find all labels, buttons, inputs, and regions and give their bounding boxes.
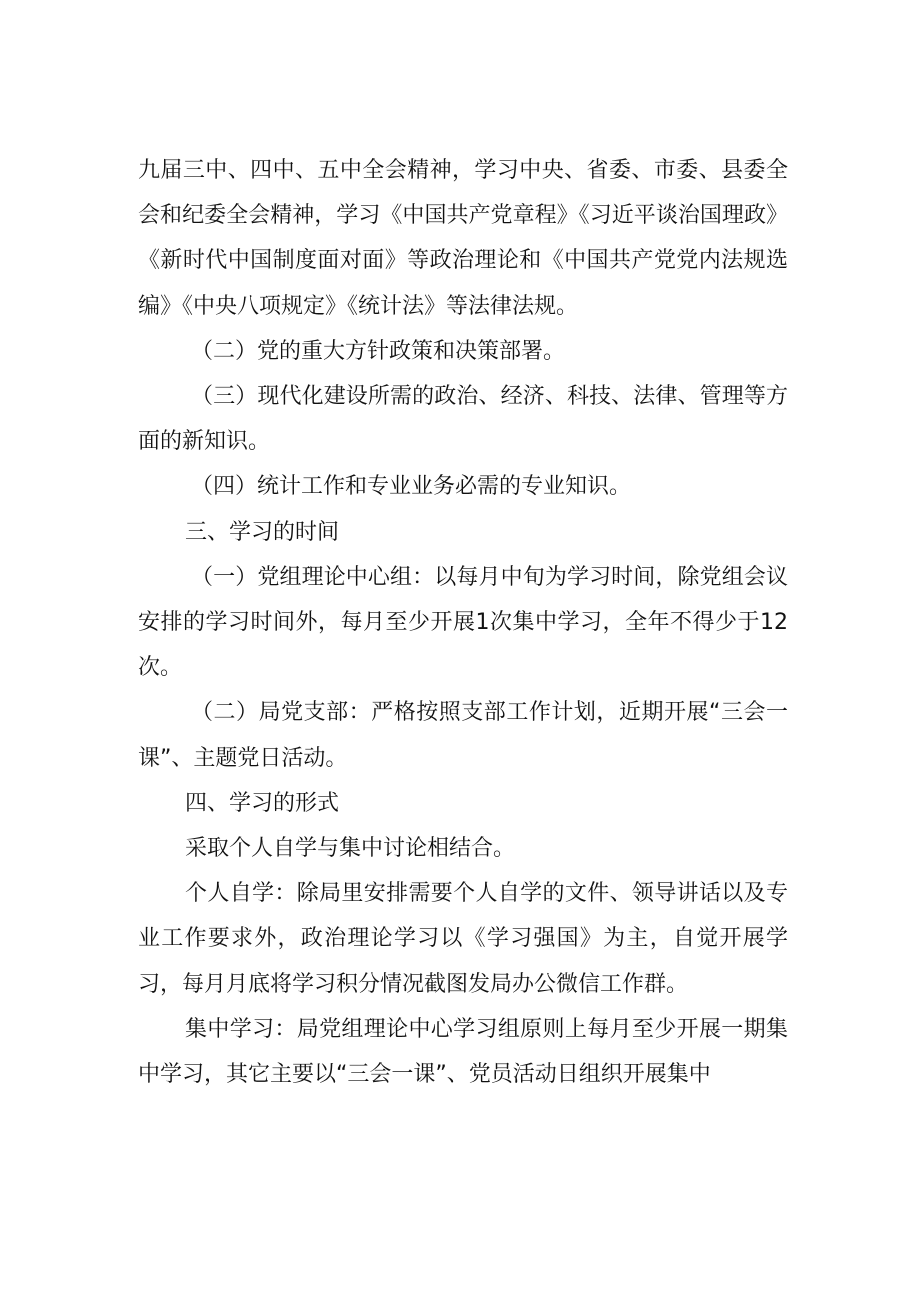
- paragraph-item-3-knowledge: （三）现代化建设所需的政治、经济、科技、法律、管理等方面的新知识。: [138, 384, 788, 455]
- paragraph-item-2-policies: （二）党的重大方针政策和决策部署。: [191, 338, 566, 364]
- section-heading-study-time: 三、学习的时间: [185, 519, 340, 545]
- paragraph-item-4-professional: （四）统计工作和专业业务必需的专业知识。: [191, 474, 632, 500]
- paragraph-form-summary: 采取个人自学与集中讨论相结合。: [185, 836, 516, 862]
- section-heading-study-form: 四、学习的形式: [185, 790, 340, 816]
- paragraph-time-party-group: （一）党组理论中心组：以每月中旬为学习时间，除党组会议安排的学习时间外，每月至少开展1次集中学习，全年不得少于12次。: [138, 564, 788, 681]
- paragraph-study-content-continued: 九届三中、四中、五中全会精神，学习中央、省委、市委、县委全会和纪委全会精神，学习《中国共产党章程》《习近平谈治国理政》《新时代中国制度面对面》等政治理论和《中国共产党党内法规选编》《中央八项规定》《统计法》等法律法规。: [138, 158, 788, 319]
- paragraph-self-study: 个人自学：除局里安排需要个人自学的文件、领导讲话以及专业工作要求外，政治理论学习以《学习强国》为主，自觉开展学习，每月月底将学习积分情况截图发局办公微信工作群。: [138, 881, 788, 997]
- document-body: [138, 148, 788, 1097]
- paragraph-time-party-branch: （二）局党支部：严格按照支部工作计划，近期开展“三会一课”、主题党日活动。: [138, 700, 788, 771]
- paragraph-group-study: 集中学习：局党组理论中心学习组原则上每月至少开展一期集中学习，其它主要以“三会一课”、党员活动日组织开展集中: [138, 1016, 788, 1088]
